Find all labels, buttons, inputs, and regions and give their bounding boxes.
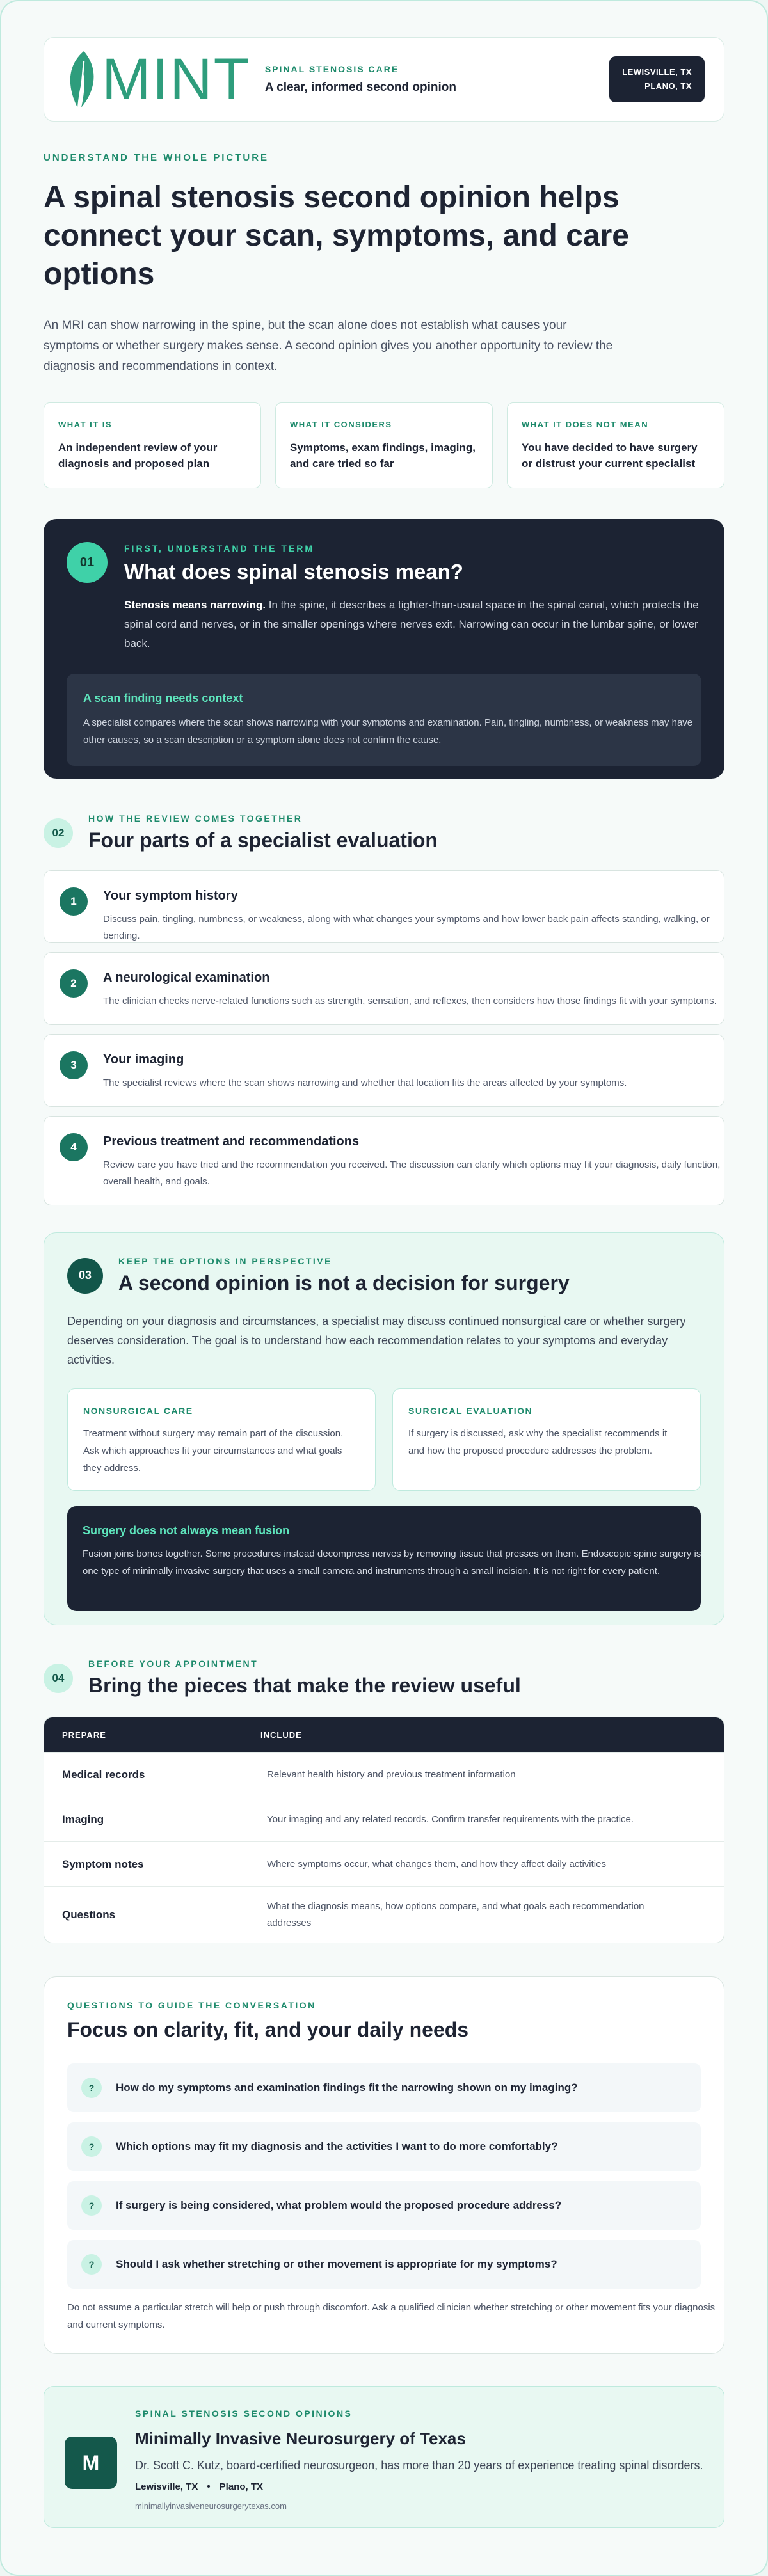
brand-meta (265, 64, 456, 95)
section-title: Focus on clarity, fit, and your daily needs (67, 2018, 469, 2041)
step-list (44, 870, 724, 1205)
page-title: A spinal stenosis second opinion helps connect your scan, symptoms, and care options (44, 180, 629, 291)
card-label: SURGICAL EVALUATION (408, 1406, 533, 1416)
section-title: A second opinion is not a decision for surgery (118, 1271, 570, 1294)
evaluation-section (44, 813, 724, 1205)
section-title: Bring the pieces that make the review useful (88, 1674, 521, 1697)
definition-header (67, 542, 701, 653)
definition-title: What does spinal stenosis mean? (124, 560, 463, 584)
fact-card (275, 402, 493, 488)
step-number: 2 (60, 969, 88, 998)
fact-text: An independent review of your diagnosis and proposed plan (58, 441, 218, 470)
fact-label: WHAT IT CONSIDERS (290, 420, 392, 429)
location-badge (609, 56, 705, 102)
card-label: NONSURGICAL CARE (83, 1406, 193, 1416)
practice-location-lewisville: Lewisville, TX (135, 2481, 198, 2492)
question-item (67, 2181, 701, 2230)
practice-body (135, 2406, 703, 2527)
row-item: Medical records (62, 1768, 145, 1781)
table-row (44, 1841, 724, 1886)
section-number-badge: 04 (44, 1664, 73, 1693)
step-number: 4 (60, 1133, 88, 1161)
section-titles (88, 1658, 521, 1697)
prepare-section (44, 1658, 724, 1943)
nonsurgical-card (67, 1388, 376, 1491)
step-card (44, 952, 724, 1025)
note-text: A specialist compares where the scan shows narrowing with your symptoms and examination. Pain, tingling, numbness, or weakness may have other causes, so a scan description or a symptom alone does not confirm the cause. (83, 717, 693, 745)
column-header-include: INCLUDE (260, 1729, 302, 1740)
fact-label: WHAT IT DOES NOT MEAN (522, 420, 649, 429)
table-row (44, 1886, 724, 1943)
section-header (44, 1658, 724, 1697)
step-text: The specialist reviews where the scan shows narrowing and whether that location fits the areas affected by your symptoms. (103, 1077, 627, 1088)
definition-section (44, 519, 724, 779)
section-eyebrow: KEEP THE OPTIONS IN PERSPECTIVE (118, 1256, 332, 1266)
practice-location-plano: Plano, TX (219, 2481, 263, 2492)
questions-section (44, 1976, 724, 2354)
surgical-card (392, 1388, 701, 1491)
hero-intro: An MRI can show narrowing in the spine, but the scan alone does not establish what causes your symptoms or whether surgery makes sense. A second opinion gives you another opportunity to review the diagnosis and recommendations in context. (44, 319, 613, 373)
location-plano: PLANO, TX (644, 81, 692, 91)
hero-eyebrow: UNDERSTAND THE WHOLE PICTURE (44, 152, 269, 163)
options-section (44, 1232, 724, 1625)
step-body (103, 969, 743, 1024)
step-body (103, 1051, 743, 1106)
site-header (44, 37, 724, 122)
row-item: Questions (62, 1908, 116, 1921)
questions-note: Do not assume a particular stretch will help or push through discomfort. Ask a qualified clinician whether stretching or other movement fits your diagnosis and current symptoms. (67, 2302, 716, 2330)
section-eyebrow: BEFORE YOUR APPOINTMENT (88, 1658, 259, 1669)
step-number: 3 (60, 1051, 88, 1079)
section-eyebrow: QUESTIONS TO GUIDE THE CONVERSATION (67, 2000, 316, 2010)
step-body (103, 887, 743, 942)
question-text: Should I ask whether stretching or other movement is appropriate for my symptoms? (116, 2258, 557, 2270)
section-title: Four parts of a specialist evaluation (88, 829, 438, 852)
step-body (103, 1133, 743, 1205)
practice-kicker: SPINAL STENOSIS SECOND OPINIONS (135, 2408, 353, 2419)
card-text: If surgery is discussed, ask why the specialist recommends it and how the proposed procedure addresses the problem. (408, 1428, 668, 1456)
definition-lead: Stenosis means narrowing. (124, 599, 266, 611)
question-mark-icon: ? (81, 2078, 102, 2098)
question-text: If surgery is being considered, what problem would the proposed procedure address? (116, 2199, 562, 2211)
step-text: Discuss pain, tingling, numbness, or weakness, along with what changes your symptoms and how lower back pain affects standing, walking, or bending. (103, 914, 710, 941)
separator-dot: • (207, 2481, 211, 2492)
section-eyebrow: HOW THE REVIEW COMES TOGETHER (88, 813, 303, 823)
step-card (44, 1034, 724, 1107)
note-title: Surgery does not always mean fusion (83, 1524, 290, 1537)
row-include: What the diagnosis means, how options compare, and what goals each recommendation addresses (267, 1900, 644, 1928)
section-number-badge: 03 (67, 1258, 103, 1294)
practice-description: Dr. Scott C. Kutz, board-certified neurosurgeon, has more than 20 years of experience treating spinal disorders. (135, 2459, 703, 2472)
question-text: Which options may fit my diagnosis and the activities I want to do more comfortably? (116, 2140, 558, 2152)
hero-section (44, 152, 724, 488)
column-header-prepare: PREPARE (62, 1729, 106, 1740)
step-title: Your symptom history (103, 889, 238, 903)
question-item (67, 2063, 701, 2112)
row-include: Your imaging and any related records. Confirm transfer requirements with the practice. (267, 1813, 634, 1825)
step-title: A neurological examination (103, 971, 270, 985)
question-mark-icon: ? (81, 2136, 102, 2157)
step-title: Your imaging (103, 1053, 184, 1067)
step-text: Review care you have tried and the recommendation you received. The discussion can clarify which options may fit your diagnosis, daily function, overall health, and goals. (103, 1159, 721, 1187)
row-include: Relevant health history and previous treatment information (267, 1769, 516, 1780)
row-item: Symptom notes (62, 1857, 144, 1870)
section-number-badge: 01 (67, 542, 108, 583)
section-titles (118, 1256, 570, 1295)
table-row (44, 1752, 724, 1797)
question-mark-icon: ? (81, 2195, 102, 2216)
table-row (44, 1797, 724, 1841)
definition-body (124, 542, 700, 653)
location-lewisville: LEWISVILLE, TX (622, 67, 692, 77)
question-list (67, 2063, 701, 2289)
practice-logo: M (65, 2437, 117, 2489)
scan-context-note (67, 674, 701, 766)
option-cards (67, 1388, 701, 1491)
leaf-icon (65, 49, 100, 110)
question-item (67, 2122, 701, 2171)
table-header (44, 1717, 724, 1752)
card-text: Treatment without surgery may remain part of the discussion. Ask which approaches fit your circumstances and what goals they address. (83, 1428, 344, 1474)
row-item: Imaging (62, 1813, 104, 1825)
section-number-badge: 02 (44, 818, 73, 848)
fusion-note (67, 1506, 701, 1611)
definition-description: In the spine, it describes a tighter-than-usual space in the spinal canal, which protects the spinal cord and nerves, or in the smaller openings where nerves exit. Narrowing can occur in the lumbar spine, or lower back. (124, 599, 699, 649)
step-card (44, 1116, 724, 1205)
step-title: Previous treatment and recommendations (103, 1134, 360, 1149)
note-text: Fusion joins bones together. Some procedures instead decompress nerves by removing tissue that presses on them. Endoscopic spine surgery is one type of minimally invasive surgery that uses a small camera and instruments through a small incision. It is not right for every patient. (83, 1548, 701, 1577)
practice-name: Minimally Invasive Neurosurgery of Texas (135, 2429, 466, 2448)
fact-card (44, 402, 261, 488)
note-title: A scan finding needs context (83, 692, 243, 704)
fact-label: WHAT IT IS (58, 420, 113, 429)
practice-card (44, 2386, 724, 2528)
section-header (44, 813, 724, 852)
fact-text: Symptoms, exam findings, imaging, and care tried so far (290, 441, 476, 470)
practice-locations (135, 2481, 703, 2492)
row-include: Where symptoms occur, what changes them, and how they affect daily activities (267, 1858, 606, 1870)
section-titles (88, 813, 438, 852)
prepare-table (44, 1717, 724, 1943)
logo-wordmark: MINT (102, 47, 251, 112)
question-mark-icon: ? (81, 2254, 102, 2275)
definition-text (124, 596, 700, 653)
brand-kicker: SPINAL STENOSIS CARE (264, 64, 399, 74)
question-item (67, 2240, 701, 2289)
options-intro: Depending on your diagnosis and circumstances, a specialist may discuss continued nonsurgical care or whether surgery deserves consideration. The goal is to understand how each recommendation relates to your symptoms and everyday activities. (67, 1315, 686, 1366)
brand-tagline: A clear, informed second opinion (264, 81, 456, 94)
definition-eyebrow: FIRST, UNDERSTAND THE TERM (124, 543, 315, 553)
mint-logo[interactable] (65, 47, 251, 111)
step-text: The clinician checks nerve-related functions such as strength, sensation, and reflexes, then considers how those findings fit with your symptoms. (103, 996, 717, 1006)
step-number: 1 (60, 887, 88, 916)
practice-website-link[interactable]: minimallyinvasiveneurosurgerytexas.com (135, 2501, 287, 2511)
fact-text: You have decided to have surgery or distrust your current specialist (522, 441, 698, 470)
fact-card (507, 402, 724, 488)
question-text: How do my symptoms and examination findings fit the narrowing shown on my imaging? (116, 2081, 578, 2094)
fact-cards (44, 402, 724, 488)
section-header (67, 1256, 701, 1295)
step-card (44, 870, 724, 943)
